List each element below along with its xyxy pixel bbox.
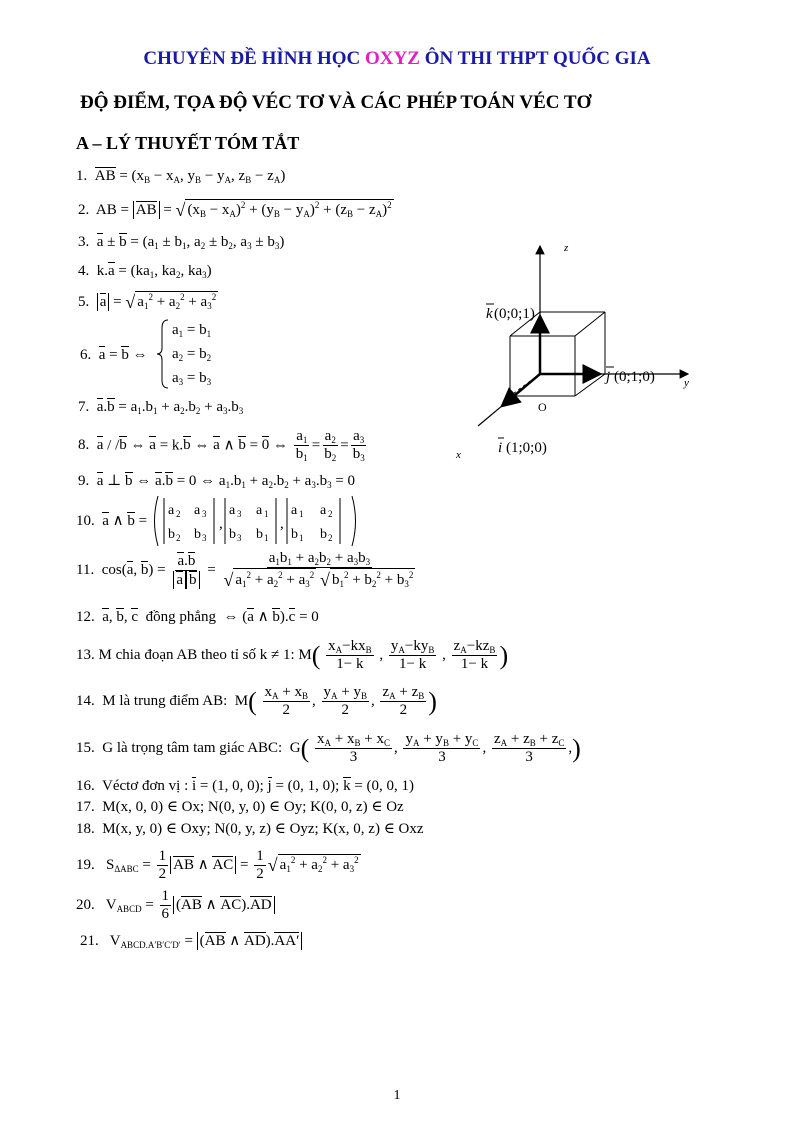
svg-text:(1;0;0): (1;0;0) xyxy=(506,440,547,456)
formula-12: 12. a, b, c đồng phẳng ⇔ (a ∧ b).c = 0 xyxy=(76,609,319,625)
formula-6-line-1: $a_1 = b_1$ xyxy=(172,322,212,339)
svg-text:a: a xyxy=(194,503,201,518)
svg-text:,: , xyxy=(219,516,223,532)
svg-text:a: a xyxy=(291,503,298,518)
formula-13: 13. M chia đoạn AB theo tỉ số k ≠ 1: M( $\frac{x_A-kx_B}{1- k}$ , $\frac{y_A-ky_B}{1- k}$ , $\frac{z_A-kz_B}{1- k}$ ) xyxy=(76,638,509,673)
formula-15: 15. G là trọng tâm tam giác ABC: G( $\frac{x_A + x_B + x_C}{3}$ , $\frac{y_A + y_B + y_C}{3}$ , $\frac{z_A + z_B + z_C}{3}$ ,) xyxy=(76,731,581,766)
svg-text:a: a xyxy=(256,503,263,518)
formula-7: 7. $a.b = a_1.b_1 + a_2.b_2 + a_3.b_3$ xyxy=(78,399,244,416)
formula-17: 17. M(x, 0, 0) ∈ Ox; N(0, y, 0) ∈ Oy; K(0, 0, z) ∈ Oz xyxy=(76,799,404,815)
svg-text:2: 2 xyxy=(176,533,181,543)
svg-text:b: b xyxy=(168,527,175,542)
svg-text:b: b xyxy=(256,527,263,542)
page-number: 1 xyxy=(393,1088,401,1103)
cross-product-determinants xyxy=(150,494,360,548)
svg-text:y: y xyxy=(684,377,689,389)
svg-text:a: a xyxy=(229,503,236,518)
svg-text:z: z xyxy=(564,242,569,254)
svg-text:b: b xyxy=(229,527,236,542)
svg-text:(0;1;0): (0;1;0) xyxy=(614,369,655,385)
document-title: CHUYÊN ĐỀ HÌNH HỌC OXYZ ÔN THI THPT QUỐC GIA xyxy=(143,48,651,69)
formula-21: 21. $V_{ABCD.A'B'C'D'} = (AB$ ∧ AD).AA′ xyxy=(80,932,302,950)
formula-6-line-2: $a_2 = b_2$ xyxy=(172,346,212,363)
svg-text:3: 3 xyxy=(202,533,207,543)
coplanar-text: đồng phẳng xyxy=(145,609,217,625)
svg-text:1: 1 xyxy=(264,533,269,543)
svg-text:2: 2 xyxy=(328,509,333,519)
formula-19: 19. $S_{\Delta ABC}$ = $\frac{1}{2}$ AB ∧ AC = $\frac{1}{2}$ √ $a_1^2 + a_2^2 + a_3^2$ xyxy=(76,848,359,883)
svg-text:a: a xyxy=(168,503,175,518)
svg-text:k: k xyxy=(486,306,493,322)
svg-text:b: b xyxy=(291,527,298,542)
section-heading: A – LÝ THUYẾT TÓM TẮT xyxy=(76,133,300,153)
formula-18: 18. M(x, y, 0) ∈ Oxy; N(0, y, z) ∈ Oyz; K(x, 0, z) ∈ Oxz xyxy=(76,821,424,837)
svg-text:i: i xyxy=(498,440,503,456)
svg-text:x: x xyxy=(456,449,461,461)
svg-text:,: , xyxy=(280,516,284,532)
coordinate-axes-figure xyxy=(440,236,710,466)
formula-10: 10. a ∧ b = xyxy=(76,513,148,529)
svg-text:2: 2 xyxy=(328,533,333,543)
formula-3: 3. $a \pm b = (a_1 \pm b_1$, $a_2 \pm b_2$, $a_3 \pm b_3$) xyxy=(78,234,285,251)
svg-text:1: 1 xyxy=(299,533,304,543)
svg-text:2: 2 xyxy=(176,509,181,519)
formula-9: 9. a ⊥ b ⇔ a.b = 0 ⇔ $a_1.b_1 + a_2.b_2 + a_3.b_3 = 0$ xyxy=(78,473,356,490)
formula-1: 1. AB = ($x_B - x_A$, $y_B - y_A$, $z_B - z_A$) xyxy=(76,168,286,185)
title-highlight: OXYZ xyxy=(365,48,420,69)
formula-6: 6. a = b ⇔ xyxy=(80,347,148,363)
formula-4: 4. $k.a = (ka_1$, $ka_2$, $ka_3$) xyxy=(78,263,212,280)
formula-20: 20. $V_{ABCD}$ = $\frac{1}{6}$ (AB ∧ AC).AD xyxy=(76,888,275,924)
svg-text:3: 3 xyxy=(237,509,242,519)
svg-text:(0;0;1): (0;0;1) xyxy=(494,306,535,322)
formula-14: 14. M là trung điểm AB: M( $\frac{x_A + x_B}{2}$ , $\frac{y_A + y_B}{2}$ , $\frac{z_A + z_B}{2}$ ) xyxy=(76,684,437,719)
formula-2: 2. AB = AB = √ $(x_B - x_A)^2 + (y_B - y_A)^2 + (z_B - z_A)^2$ xyxy=(78,200,392,220)
svg-text:a: a xyxy=(320,503,327,518)
system-brace xyxy=(156,318,170,390)
formula-11: 11. cos(a, b) = $\frac{a.b}{\text{a b}}$ = $\frac{a_1b_1 + a_2b_2 + a_3b_3}{√ a_1^2 + a_2^2 + a_3^2 √ b_1^2 + b_2^2 + b_3^2}$ xyxy=(76,550,414,591)
svg-text:1: 1 xyxy=(299,509,304,519)
document-subtitle: ĐỘ ĐIỂM, TỌA ĐỘ VÉC TƠ VÀ CÁC PHÉP TOÁN VÉC TƠ xyxy=(80,92,592,113)
svg-text:O: O xyxy=(538,400,547,414)
svg-text:j: j xyxy=(606,369,611,385)
formula-6-line-3: $a_3 = b_3$ xyxy=(172,370,212,387)
formula-8: 8. a / /b ⇔ a = k.b ⇔ a ∧ b = 0 ⇔ $\frac{a_1}{b_1}$ = $\frac{a_2}{b_2}$ = $\frac{a_3}{b_3}$ xyxy=(78,428,365,464)
svg-text:3: 3 xyxy=(237,533,242,543)
svg-text:3: 3 xyxy=(202,509,207,519)
svg-text:b: b xyxy=(194,527,201,542)
formula-16: 16. Véctơ đơn vị : i = (1, 0, 0); j = (0, 1, 0); k = (0, 0, 1) xyxy=(76,778,415,794)
svg-text:b: b xyxy=(320,527,327,542)
i-vector xyxy=(502,374,540,406)
formula-5: 5. a = √ $a_1^2 + a_2^2 + a_3^2$ xyxy=(78,292,217,312)
svg-text:1: 1 xyxy=(264,509,269,519)
